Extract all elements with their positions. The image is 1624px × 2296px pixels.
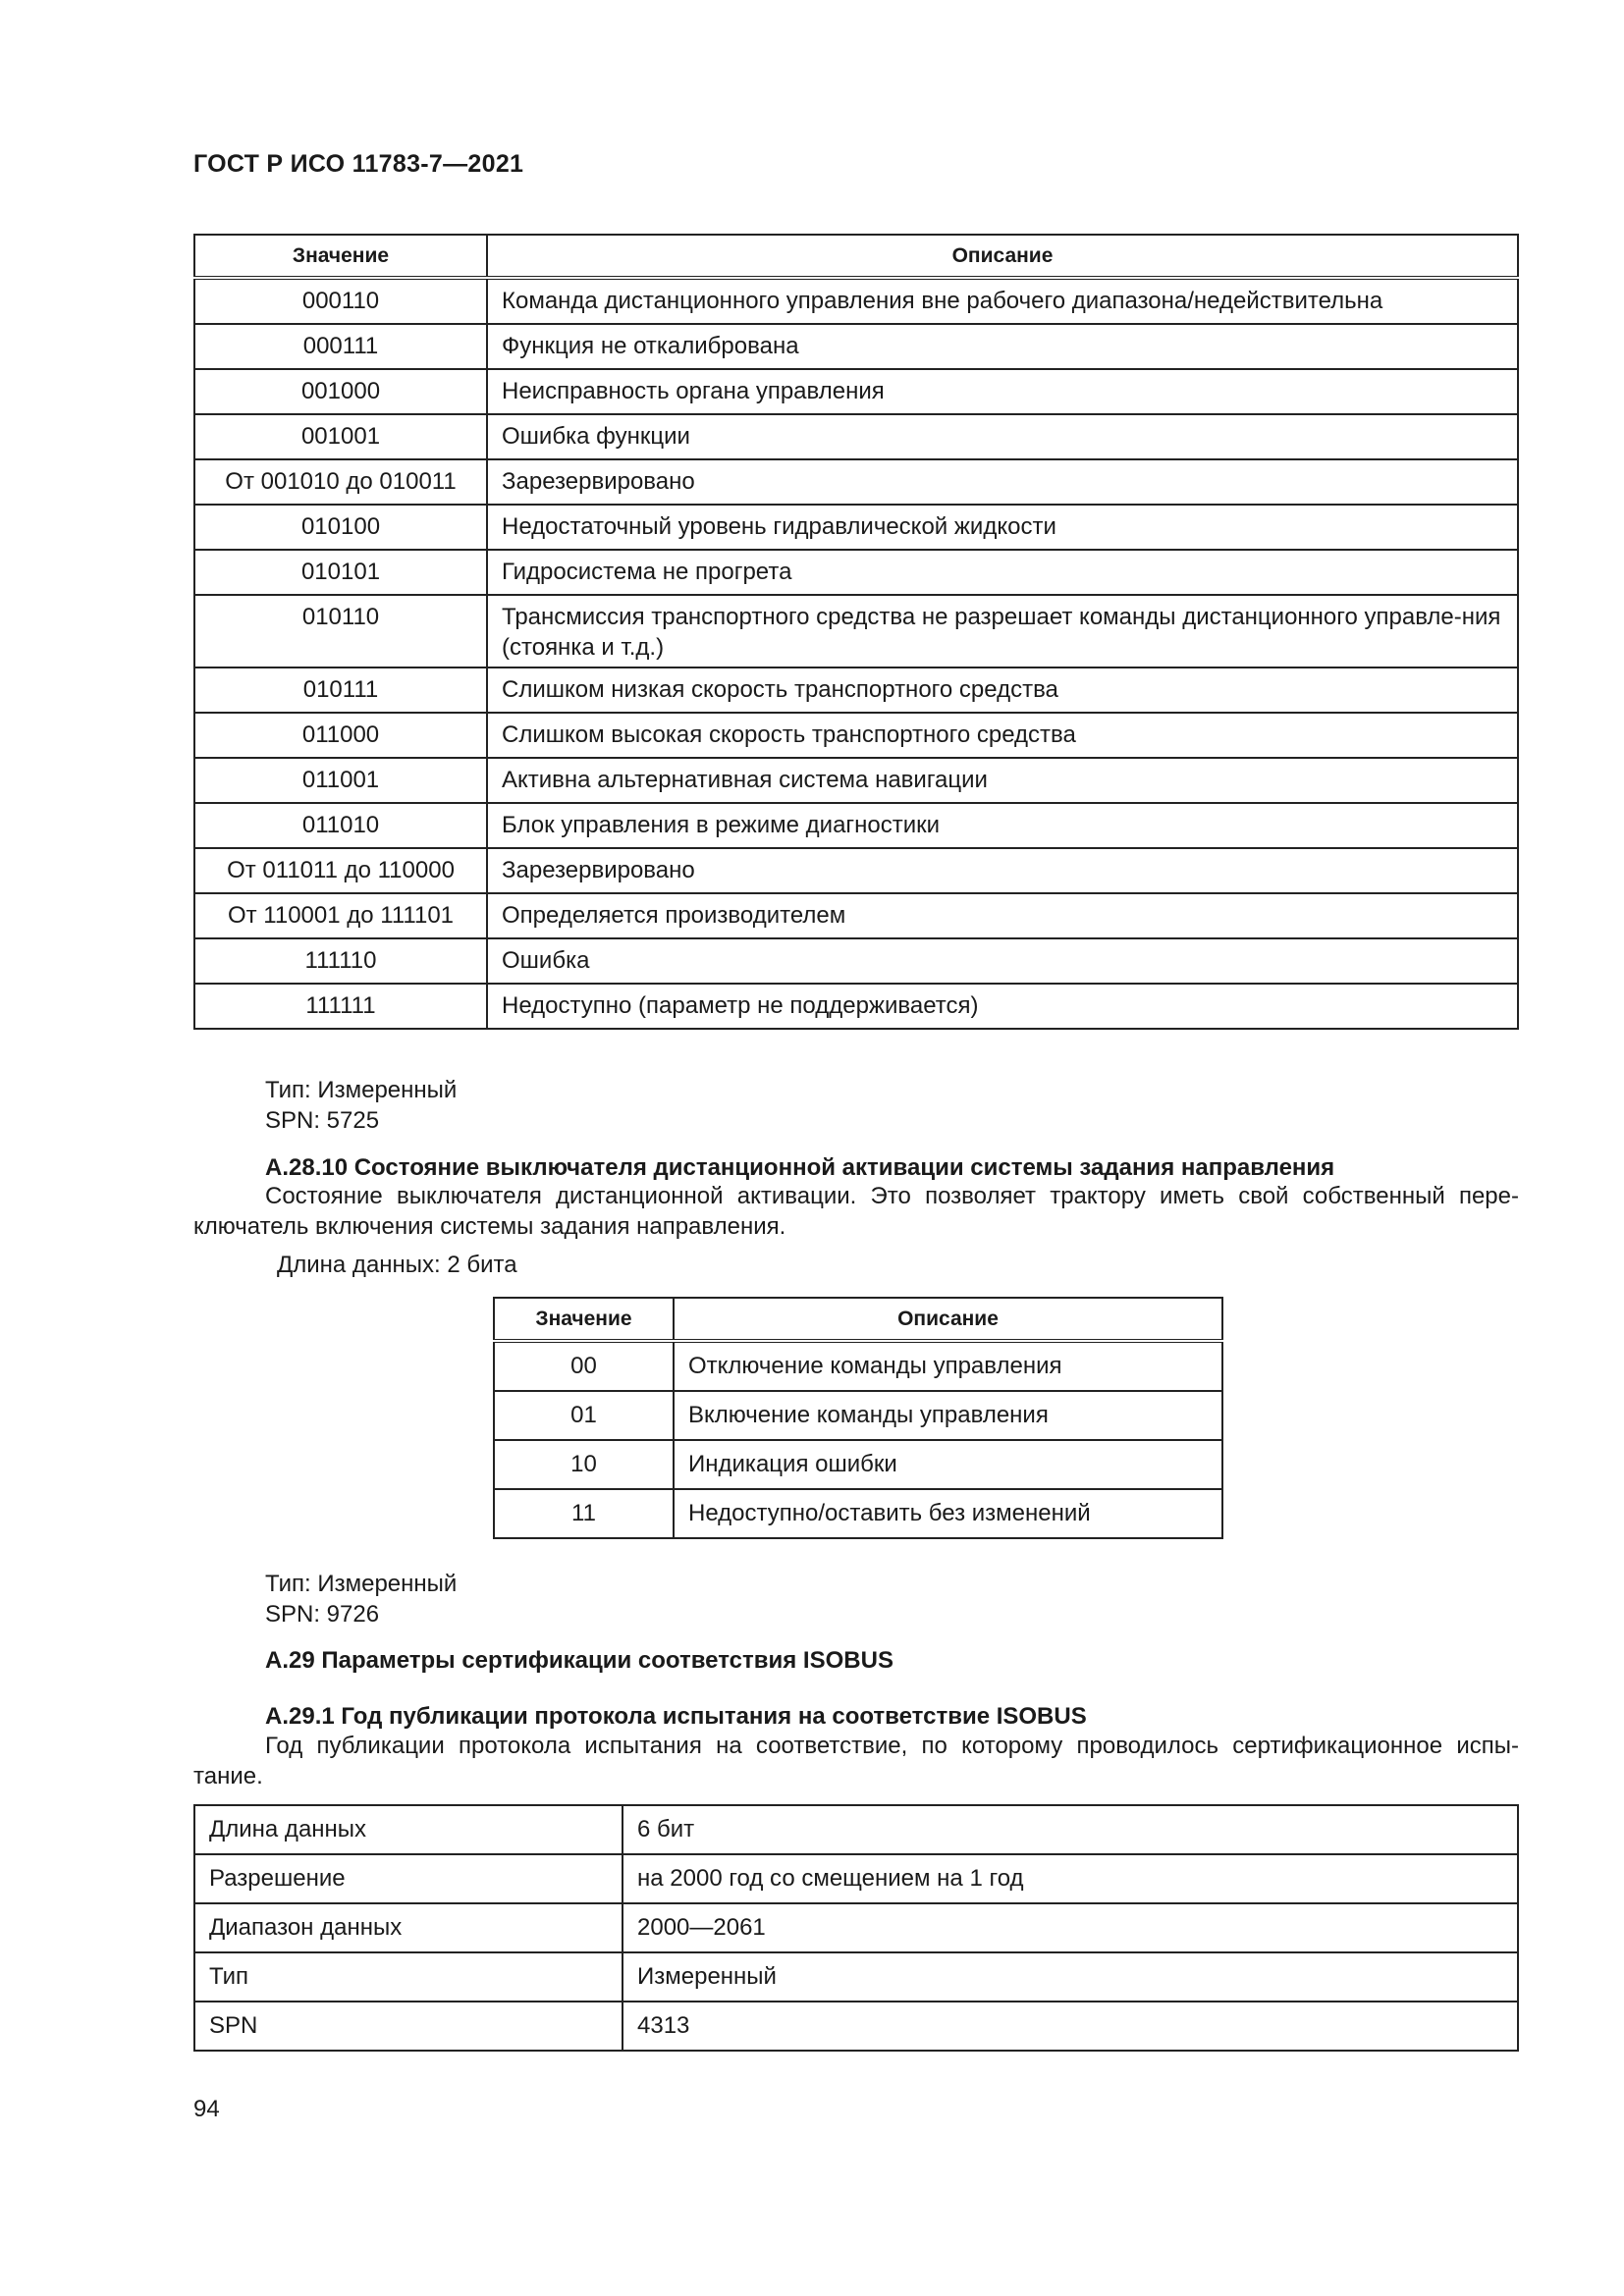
description-cell: Ошибка функции xyxy=(487,414,1518,459)
value-cell: 010101 xyxy=(194,550,487,595)
description-cell: 6 бит xyxy=(623,1805,1518,1854)
value-cell: Тип xyxy=(194,1952,623,2002)
table-row xyxy=(194,324,1518,369)
value-cell: 111111 xyxy=(194,984,487,1029)
table-header-row xyxy=(494,1298,1222,1341)
section-paragraph-line: ключатель включения системы задания направления. xyxy=(193,1213,786,1240)
section-paragraph-line: Год публикации протокола испытания на соответствие, по которому проводилось сертификационное испы- xyxy=(265,1733,1519,1759)
description-cell: Функция не откалиброванa xyxy=(487,324,1518,369)
value-cell: 010110 xyxy=(194,595,487,667)
description-cell: Недостаточный уровень гидравлической жидкости xyxy=(487,505,1518,550)
table-row xyxy=(194,505,1518,550)
description-cell: Неисправность органа управления xyxy=(487,369,1518,414)
type-line: Тип: Измеренный xyxy=(265,1571,458,1597)
table-row xyxy=(194,758,1518,803)
table-row xyxy=(194,848,1518,893)
section-paragraph-line: тание. xyxy=(193,1763,263,1789)
value-cell: От 011011 до 110000 xyxy=(194,848,487,893)
table-row xyxy=(194,1903,1518,1952)
value-cell: Длина данных xyxy=(194,1805,623,1854)
spn-line: SPN: 5725 xyxy=(265,1107,380,1134)
description-cell: Активна альтернативная система навигации xyxy=(487,758,1518,803)
description-cell: на 2000 год со смещением на 1 год xyxy=(623,1854,1518,1903)
description-cell: Блок управления в режиме диагностики xyxy=(487,803,1518,848)
value-cell: SPN xyxy=(194,2002,623,2051)
table-row xyxy=(194,595,1518,667)
table-row xyxy=(194,803,1518,848)
description-cell: Недоступно/оставить без изменений xyxy=(674,1489,1222,1538)
section-paragraph-line: Состояние выключателя дистанционной активации. Это позволяет трактору иметь свой собственный пере- xyxy=(265,1183,1519,1209)
table-row xyxy=(194,369,1518,414)
table-row xyxy=(194,414,1518,459)
description-cell: Слишком низкая скорость транспортного средства xyxy=(487,667,1518,713)
description-cell: Гидросистема не прогрета xyxy=(487,550,1518,595)
value-cell: 111110 xyxy=(194,938,487,984)
description-cell: Трансмиссия транспортного средства не разрешает команды дистанционного управле-ния (стоянка и т.д.) xyxy=(487,595,1518,667)
table-row xyxy=(494,1489,1222,1538)
table-row xyxy=(194,550,1518,595)
table-row xyxy=(194,1854,1518,1903)
description-cell: Зарезервировано xyxy=(487,459,1518,505)
description-cell: 4313 xyxy=(623,2002,1518,2051)
table-row xyxy=(194,938,1518,984)
description-cell: Определяется производителем xyxy=(487,893,1518,938)
section-heading-a29: A.29 Параметры сертификации соответствия ISOBUS xyxy=(265,1647,893,1674)
column-header: Описание xyxy=(487,235,1518,278)
table-header-row xyxy=(194,235,1518,278)
table-row xyxy=(494,1440,1222,1489)
column-header: Значение xyxy=(194,235,487,278)
value-cell: 011000 xyxy=(194,713,487,758)
page-number: 94 xyxy=(193,2096,220,2122)
value-cell: 11 xyxy=(494,1489,674,1538)
value-cell: 011010 xyxy=(194,803,487,848)
value-cell: Диапазон данных xyxy=(194,1903,623,1952)
section-heading-a2810: A.28.10 Состояние выключателя дистанционной активации системы задания направления xyxy=(265,1154,1335,1181)
table-row xyxy=(194,667,1518,713)
switch-state-table xyxy=(493,1297,1223,1539)
description-cell: Индикация ошибки xyxy=(674,1440,1222,1489)
type-line: Тип: Измеренный xyxy=(265,1077,458,1103)
column-header: Описание xyxy=(674,1298,1222,1341)
description-cell: Отключение команды управления xyxy=(674,1341,1222,1391)
description-cell: Ошибка xyxy=(487,938,1518,984)
value-cell: 010100 xyxy=(194,505,487,550)
table-row xyxy=(494,1391,1222,1440)
description-cell: Слишком высокая скорость транспортного средства xyxy=(487,713,1518,758)
value-cell: 000111 xyxy=(194,324,487,369)
description-cell: Команда дистанционного управления вне рабочего диапазона/недействительна xyxy=(487,278,1518,324)
value-cell: 010111 xyxy=(194,667,487,713)
table-row xyxy=(194,713,1518,758)
description-cell: Недоступно (параметр не поддерживается) xyxy=(487,984,1518,1029)
table-row xyxy=(194,459,1518,505)
description-cell: Измеренный xyxy=(623,1952,1518,2002)
description-cell: Включение команды управления xyxy=(674,1391,1222,1440)
table-row xyxy=(194,893,1518,938)
table-row xyxy=(194,984,1518,1029)
document-header: ГОСТ Р ИСО 11783-7—2021 xyxy=(193,150,524,178)
value-cell: 01 xyxy=(494,1391,674,1440)
value-cell: От 001010 до 010011 xyxy=(194,459,487,505)
value-cell: 001000 xyxy=(194,369,487,414)
column-header: Значение xyxy=(494,1298,674,1341)
spn-line: SPN: 9726 xyxy=(265,1601,380,1628)
value-cell: 011001 xyxy=(194,758,487,803)
description-cell: 2000—2061 xyxy=(623,1903,1518,1952)
table-row xyxy=(194,1952,1518,2002)
value-cell: 000110 xyxy=(194,278,487,324)
data-length-line: Длина данных: 2 бита xyxy=(277,1252,517,1278)
table-row xyxy=(194,1805,1518,1854)
table-row xyxy=(194,278,1518,324)
description-cell: Зарезервировано xyxy=(487,848,1518,893)
table-row xyxy=(494,1341,1222,1391)
value-cell: Разрешение xyxy=(194,1854,623,1903)
value-cell: 001001 xyxy=(194,414,487,459)
value-cell: 10 xyxy=(494,1440,674,1489)
value-cell: 00 xyxy=(494,1341,674,1391)
error-codes-table xyxy=(193,234,1519,1030)
section-heading-a291: A.29.1 Год публикации протокола испытания на соответствие ISOBUS xyxy=(265,1703,1087,1730)
parameter-table xyxy=(193,1804,1519,2052)
table-row xyxy=(194,2002,1518,2051)
value-cell: От 110001 до 111101 xyxy=(194,893,487,938)
